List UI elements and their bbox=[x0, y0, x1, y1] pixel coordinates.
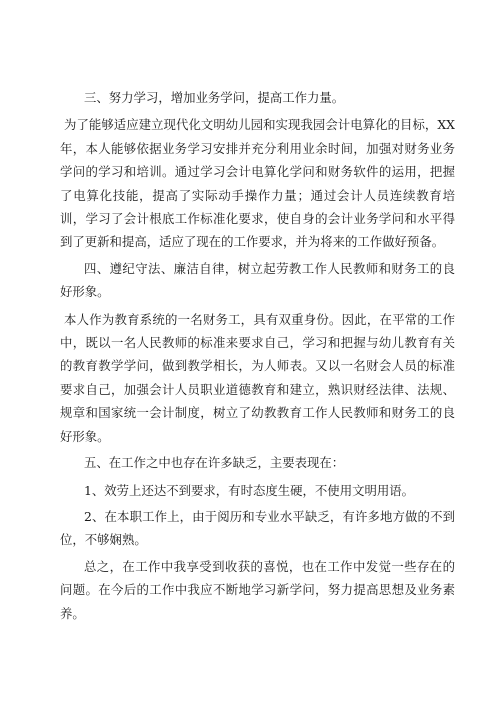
section-heading-3: 三、努力学习，增加业务学问，提高工作力量。 bbox=[84, 90, 345, 105]
paragraph-summary: 总之，在工作中我享受到收获的喜悦，也在工作中发觉一些存在的问题。在今后的工作中我应不断地学习新学问，努力提高思想及业务素养。 bbox=[60, 558, 455, 621]
section-heading-4: 四、遵纪守法、廉洁自律，树立起劳教工作人民教师和财务工的良好形象。 bbox=[60, 260, 455, 300]
section-heading-5: 五、在工作之中也存在许多缺乏，主要表现在： bbox=[84, 455, 345, 471]
paragraph-identity: 本人作为教育系统的一名财务工，具有双重身份。因此，在平常的工作中，既以一名人民教师的标准来要求自己，学习和把握与幼儿教育有关的教育教学学问，做到教学相长，为人师表。又以一名财会人员的标准要求自己，加强会计人员职业道德教育和建立，熟识财经法律、法规、规章和国家统一会计制度，树立了幼教教育工作人民教师和财务工的良好形象。 bbox=[60, 311, 455, 444]
paragraph-study: 为了能够适应建立现代化文明幼儿园和实现我园会计电算化的目标，XX年，本人能够依据业务学习安排并充分利用业余时间，加强对财务业务学问的学习和培训。通过学习会计电算化学问和财务软件的运用，把握了电算化技能，提高了实际动手操作力量；通过会计人员连续教育培训，学习了会计根底工作标准化要求，使自身的会计业务学问和水平得到了更新和提高，适应了现在的工作要求，并为将来的工作做好预备。 bbox=[60, 117, 455, 250]
list-item-2: 2、在本职工作上，由于阅历和专业水平缺乏，有许多地方做的不到位，不够娴熟。 bbox=[60, 508, 455, 548]
document-page bbox=[60, 86, 455, 625]
list-item-1: 1、效劳上还达不到要求，有时态度生硬，不使用文明用语。 bbox=[84, 482, 415, 498]
